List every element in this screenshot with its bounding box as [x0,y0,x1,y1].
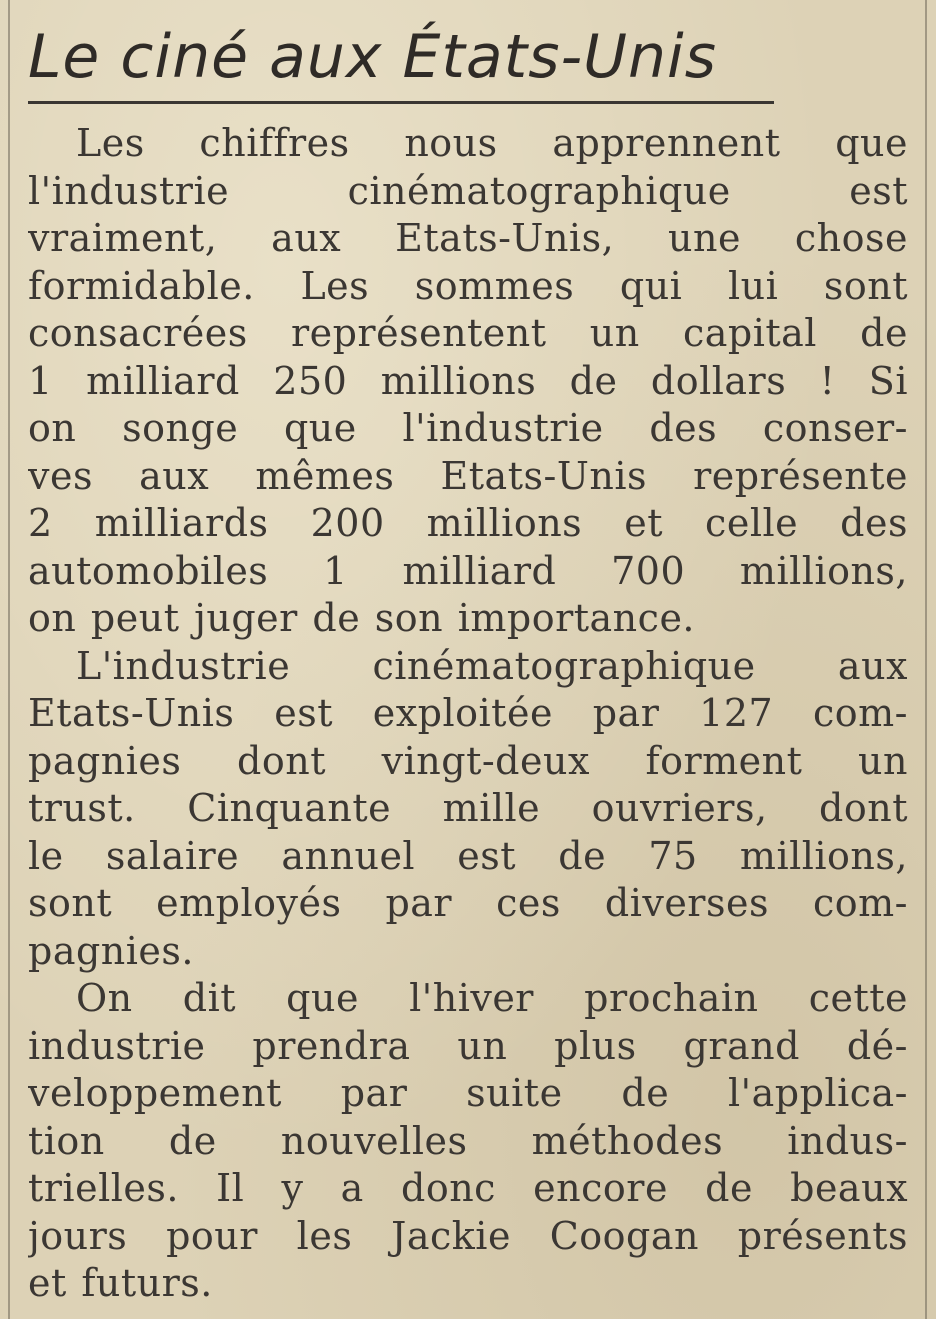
text-line: 2 milliards 200 millions et celle des [28,501,908,545]
text-line: formidable. Les sommes qui lui sont [28,263,908,308]
text-line: jours pour les Jackie Coogan présents [28,1213,908,1258]
text-line: l'industrie cinématographique est [28,168,908,213]
text-line: pagnies dont vingt-deux forment un [28,738,908,783]
text-line: On dit que l'hiver prochain cette [76,976,908,1020]
text-line: 1 milliard 250 millions de dollars ! Si [28,358,908,403]
text-line: trielles. Il y a donc encore de beaux [28,1166,908,1210]
text-line: on peut juger de son importance. [28,596,696,640]
text-line: automobiles 1 milliard 700 millions, [28,548,908,593]
article-title: Le ciné aux États-Unis [28,22,717,92]
column-rule-right [925,0,927,1319]
text-line: vraiment, aux Etats-Unis, une chose [28,216,908,260]
text-line: sont employés par ces diverses com- [28,881,908,925]
text-line: L'industrie cinématographique aux [76,643,908,688]
text-line: on songe que l'industrie des conser- [28,406,908,450]
text-line: et futurs. [28,1261,213,1305]
text-line: pagnies. [28,928,195,973]
text-line: trust. Cinquante mille ouvriers, dont [28,786,908,830]
text-line: ves aux mêmes Etats-Unis représente [28,453,908,498]
text-line: tion de nouvelles méthodes indus- [28,1118,908,1163]
column-rule-left [8,0,10,1319]
text-line: consacrées représentent un capital de [28,311,908,355]
text-line: Etats-Unis est exploitée par 127 com- [28,691,908,735]
text-line: le salaire annuel est de 75 millions, [28,833,908,878]
text-line: veloppement par suite de l'applica- [28,1071,908,1115]
title-underline [28,101,774,104]
article-body [28,120,908,1308]
text-line: Les chiffres nous apprennent que [76,121,908,165]
text-line: industrie prendra un plus grand dé- [28,1023,908,1068]
